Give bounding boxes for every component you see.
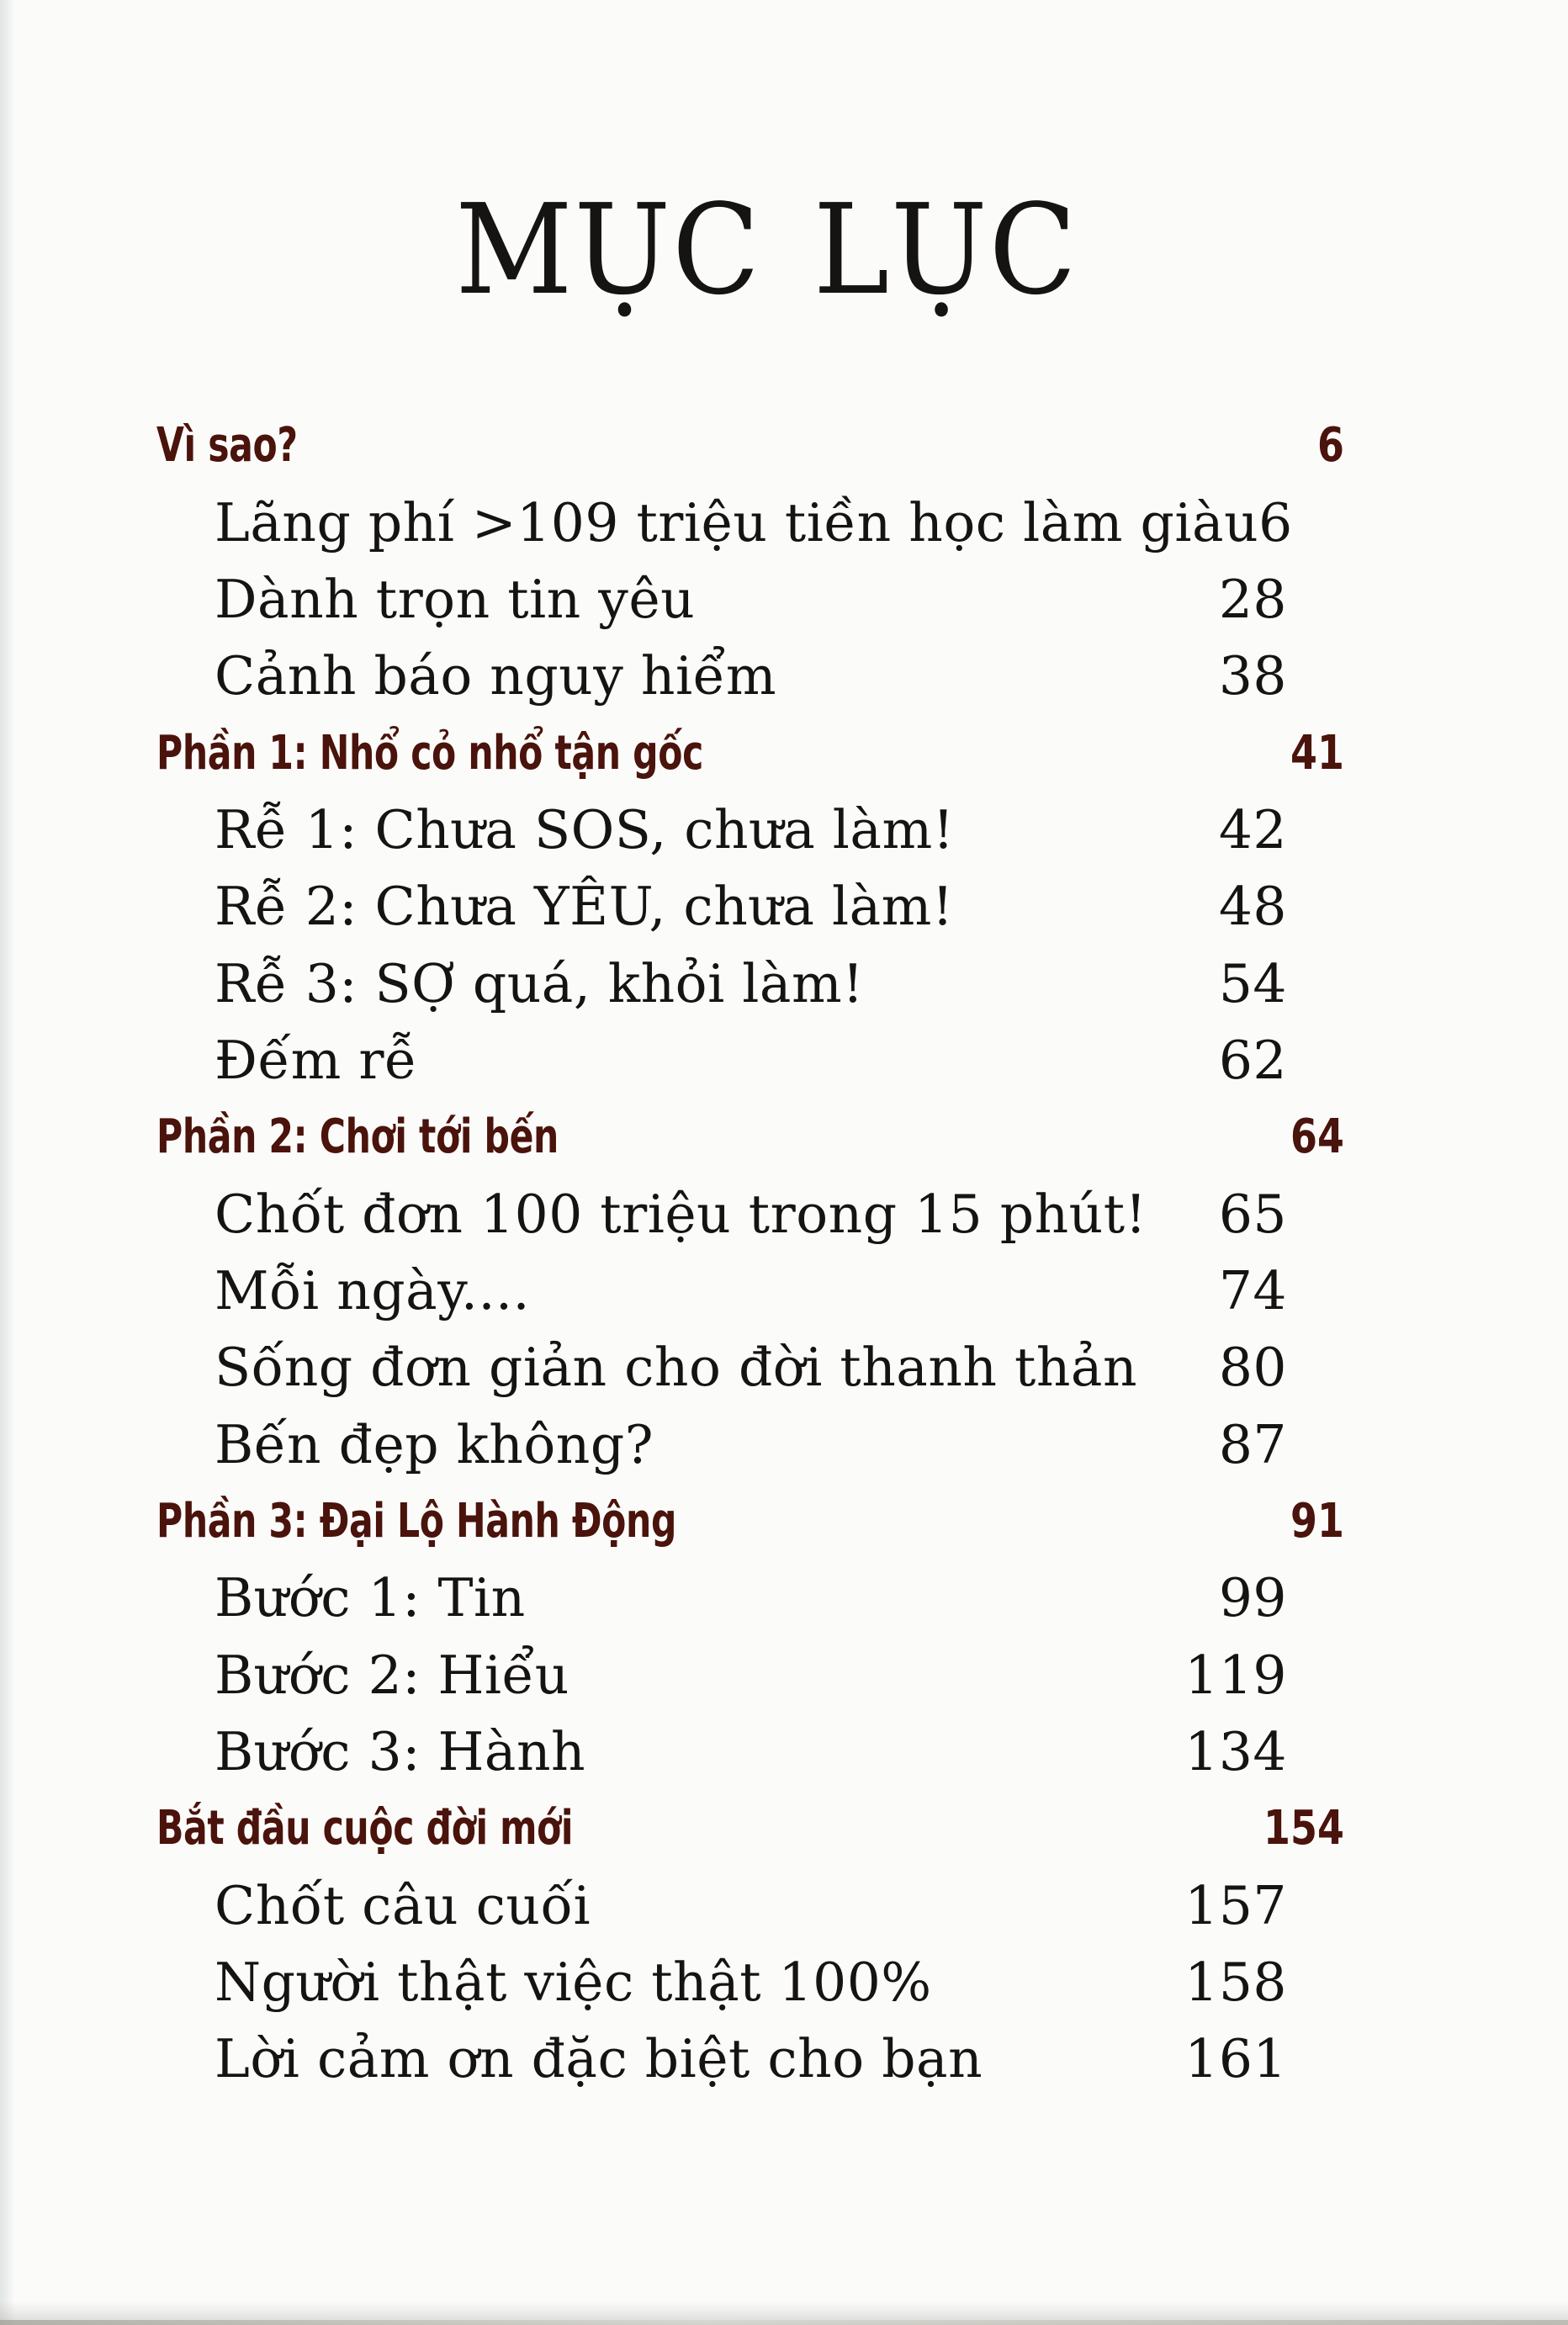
toc-row-label: Phần 3: Đại Lộ Hành Động [156, 1493, 677, 1549]
toc-row [0, 1560, 1568, 1636]
toc-row [0, 1406, 1568, 1482]
toc-row-label: Rễ 2: Chưa YÊU, chưa làm! [215, 876, 954, 938]
toc-row-label: Bến đẹp không? [215, 1413, 654, 1475]
toc-row-page-number: 74 [1218, 1259, 1287, 1321]
toc-row [0, 792, 1568, 868]
toc-row-page-number: 41 [1290, 725, 1344, 781]
page-bottom-edge-line [0, 2320, 1568, 2325]
toc-row-page-number: 119 [1184, 1644, 1287, 1706]
toc-row [0, 407, 1568, 484]
toc-row-label: Rễ 1: Chưa SOS, chưa làm! [215, 798, 955, 861]
toc-row [0, 1637, 1568, 1713]
toc-row-page-number: 42 [1218, 798, 1287, 861]
toc-row-label: Lời cảm ơn đặc biệt cho bạn [215, 2028, 983, 2090]
toc-title [0, 172, 1533, 328]
toc-row-page-number: 161 [1184, 2028, 1287, 2090]
toc-row [0, 561, 1568, 638]
toc-row-label: Dành trọn tin yêu [215, 568, 696, 630]
toc-row-page-number: 6 [1258, 491, 1293, 553]
toc-row [0, 1944, 1568, 2020]
toc-row-page-number: 38 [1218, 645, 1287, 707]
toc-row-label: Đếm rễ [215, 1029, 418, 1091]
toc-row-label: Vì sao? [156, 418, 298, 474]
toc-row-label: Bước 2: Hiểu [215, 1644, 569, 1706]
toc-row-page-number: 48 [1218, 876, 1287, 938]
toc-row [0, 484, 1568, 560]
toc-row-label: Cảnh báo nguy hiểm [215, 645, 777, 707]
toc-row-label: Bước 3: Hành [215, 1721, 586, 1783]
toc-row-page-number: 64 [1290, 1110, 1344, 1165]
toc-row-page-number: 65 [1218, 1183, 1287, 1245]
toc-row-page-number: 80 [1218, 1337, 1287, 1399]
toc-row-label: Rễ 3: SỢ quá, khỏi làm! [215, 952, 865, 1014]
toc-row-page-number: 6 [1317, 418, 1344, 474]
toc-row [0, 1099, 1568, 1175]
toc-row-label: Bắt đầu cuộc đời mới [156, 1801, 574, 1856]
toc-row [0, 1022, 1568, 1099]
toc-row-page-number: 134 [1184, 1721, 1287, 1783]
toc-row [0, 714, 1568, 791]
toc-row [0, 1329, 1568, 1406]
toc-row-page-number: 54 [1218, 952, 1287, 1014]
toc-row-label: Chốt đơn 100 triệu trong 15 phút! [215, 1183, 1147, 1245]
toc-list [0, 407, 1568, 2098]
toc-row-label: Phần 2: Chơi tới bến [156, 1110, 559, 1165]
toc-row [0, 638, 1568, 714]
toc-row-page-number: 28 [1218, 568, 1287, 630]
toc-row-label: Lãng phí >109 triệu tiền học làm giàu [215, 491, 1259, 553]
toc-row [0, 1713, 1568, 1790]
toc-row-label: Người thật việc thật 100% [215, 1952, 932, 2014]
toc-row [0, 1790, 1568, 1867]
page-bottom-edge-shadow [0, 2301, 1568, 2325]
toc-row [0, 1175, 1568, 1252]
toc-row-label: Bước 1: Tin [215, 1567, 526, 1629]
toc-row [0, 945, 1568, 1021]
toc-row-page-number: 158 [1184, 1952, 1287, 2014]
toc-row-page-number: 87 [1218, 1413, 1287, 1475]
toc-row [0, 1483, 1568, 1560]
toc-row [0, 1253, 1568, 1329]
toc-row-page-number: 91 [1290, 1493, 1344, 1549]
toc-title-text: MỤC LỤC [454, 177, 1078, 322]
toc-row-page-number: 99 [1218, 1567, 1287, 1629]
toc-row-label: Sống đơn giản cho đời thanh thản [215, 1337, 1138, 1399]
toc-row-page-number: 154 [1263, 1801, 1344, 1856]
toc-row-label: Chốt câu cuối [215, 1874, 591, 1936]
toc-row-label: Mỗi ngày.... [215, 1259, 531, 1321]
toc-row [0, 1867, 1568, 1944]
toc-row [0, 868, 1568, 945]
toc-row [0, 2020, 1568, 2097]
toc-row-label: Phần 1: Nhổ cỏ nhổ tận gốc [156, 725, 703, 781]
toc-row-page-number: 62 [1218, 1029, 1287, 1091]
toc-row-page-number: 157 [1184, 1874, 1287, 1936]
